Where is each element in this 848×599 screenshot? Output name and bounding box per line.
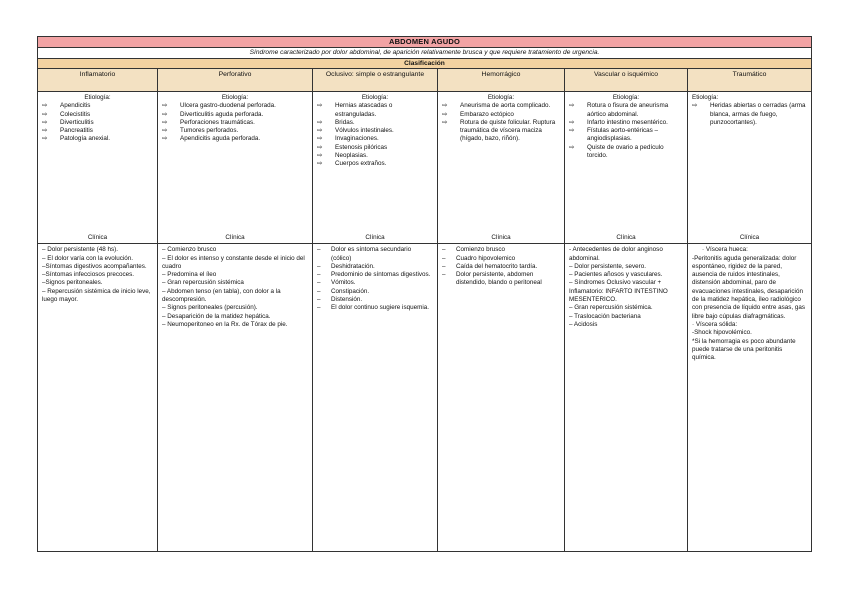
list-item: ⇨ Ulcera gastro-duodenal perforada.	[162, 102, 276, 110]
arrow-icon: ⇨	[692, 102, 698, 110]
list-item: – Constipación.	[317, 287, 370, 295]
clinic-line: – Dolor persistente, severo.	[569, 262, 646, 270]
list-item: ⇨ Neoplasias.	[317, 152, 368, 160]
etiology-cell	[688, 92, 812, 232]
arrow-icon: ⇨	[317, 127, 323, 135]
clinic-cell	[38, 232, 158, 552]
clinic-line: *Si la hemorragia es poco abundante puede tratarse de una peritonitis química.	[692, 337, 796, 362]
arrow-icon: ⇨	[162, 102, 168, 110]
arrow-icon: ⇨	[42, 102, 48, 110]
list-item: ⇨ Vólvulos intestinales.	[317, 127, 394, 135]
list-item: ⇨ Rotura de quiste folicular. Ruptura traumática de víscera maciza (hígado, bazo, riñón).	[442, 118, 556, 143]
arrow-icon: ⇨	[317, 152, 323, 160]
clinic-cell	[313, 232, 438, 552]
list-item: ⇨ Apendicitis aguda perforada.	[162, 135, 261, 143]
column-headers-row	[37, 69, 812, 92]
clinic-line: · Víscera sólida:	[692, 320, 738, 328]
clinic-line: · Víscera hueca:	[702, 246, 748, 254]
clinic-line: – Acidosis	[569, 320, 598, 328]
clinic-line: – Signos peritoneales (percusión).	[162, 304, 258, 312]
arrow-icon: ⇨	[162, 110, 168, 118]
clinic-title: Clínica	[313, 234, 437, 244]
list-item: – El dolor continuo sugiere isquemia.	[317, 304, 430, 312]
clinic-line: – Pacientes añosos y vasculares.	[569, 271, 663, 279]
arrow-icon: ⇨	[569, 127, 575, 135]
list-item: ⇨ Embarazo ectópico	[442, 110, 514, 118]
etiology-cell	[38, 92, 158, 232]
clinic-line: –Síntomas infecciosos precoces.	[42, 271, 135, 279]
arrow-icon: ⇨	[317, 135, 323, 143]
list-item: ⇨ Infarto intestino mesentérico.	[569, 118, 668, 126]
clinic-line: – El dolor varía con la evolución.	[42, 254, 134, 262]
list-item: – Comienzo brusco	[442, 246, 505, 254]
list-item: – Dolor persistente, abdomen distendido, blando o peritoneal	[442, 271, 542, 287]
etiology-title: Etiología:	[221, 94, 249, 101]
arrow-icon: ⇨	[162, 118, 168, 126]
etiology-row	[37, 92, 812, 232]
list-item: ⇨ Tumores perforados.	[162, 127, 239, 135]
clinic-cell	[438, 232, 565, 552]
etiology-title: Etiología:	[487, 94, 515, 101]
etiology-cell	[438, 92, 565, 232]
etiology-title: Etiología:	[612, 94, 640, 101]
clinic-title: Clínica	[38, 234, 157, 244]
clinic-cell	[158, 232, 313, 552]
column-header: Hemorrágico	[438, 69, 565, 92]
clinic-line: – Repercusión sistémica de inicio leve, luego mayor.	[42, 287, 151, 304]
etiology-cell	[158, 92, 313, 232]
clinic-line: – Abdomen tenso (en tabla), con dolor a la descompresión.	[162, 287, 281, 304]
list-item: ⇨ Cuerpos extraños.	[317, 160, 387, 168]
clinic-title: Clínica	[158, 234, 312, 244]
etiology-cell	[565, 92, 688, 232]
list-item: – Cuadro hipovolemico	[442, 254, 516, 262]
classification-header: Clasificación	[37, 59, 812, 69]
clinic-line: – Desaparición de la matidez hepática.	[162, 312, 271, 320]
list-item: ⇨ Hernias atascadas o estranguladas.	[317, 102, 393, 118]
arrow-icon: ⇨	[42, 110, 48, 118]
clinic-line: – Dolor persistente (48 hs).	[42, 246, 118, 254]
arrow-icon: ⇨	[42, 127, 48, 135]
clinic-line: – Predomina el íleo	[162, 271, 217, 279]
column-header: Vascular o isquémico	[565, 69, 688, 92]
list-item: ⇨ Heridas abiertas o cerradas (arma blanca, armas de fuego, punzocortantes).	[692, 102, 806, 126]
etiology-title: Etiología:	[361, 94, 389, 101]
list-item: ⇨ Quiste de ovario a pedículo torcido.	[569, 143, 664, 160]
clinic-line: – Gran repercusión sistémica	[162, 279, 244, 287]
clinic-line: – El dolor es intenso y constante desde el inicio del cuadro	[162, 254, 305, 270]
list-item: ⇨ Diverticulitis aguda perforada.	[162, 110, 264, 118]
arrow-icon: ⇨	[442, 102, 448, 110]
etiology-title: Etiología:	[84, 94, 111, 101]
list-item: ⇨ Estenosis pilóricas	[317, 143, 388, 151]
arrow-icon: ⇨	[317, 160, 323, 168]
arrow-icon: ⇨	[162, 135, 168, 143]
clinic-cell	[688, 232, 812, 552]
clinic-line: -Peritonitis aguda generalizada: dolor espontáneo, rigidez de la pared, ausencia de ruidos intestinales, distensión abdominal, paro de evacuaciones intestinales, desaparición de la matidez hepática, íleo radiológico con presencia de líquido entre asas, gas libre bajo cúpulas diafragmáticas.	[692, 254, 806, 320]
arrow-icon: ⇨	[317, 102, 323, 110]
list-item: ⇨ Diverticulitis	[42, 118, 94, 126]
arrow-icon: ⇨	[569, 102, 575, 110]
column-header: Perforativo	[158, 69, 313, 92]
list-item: ⇨ Perforaciones traumáticas.	[162, 118, 255, 126]
document-subtitle: Síndrome caracterizado por dolor abdominal, de aparición relativamente brusca y que requiere tratamiento de urgencia.	[37, 48, 812, 59]
clinic-line: – Neumoperitoneo en la Rx. de Tórax de pie.	[162, 320, 288, 328]
list-item: ⇨ Rotura o fisura de aneurisma aórtico abdominal.	[569, 102, 669, 118]
list-item: – Predominio de síntomas digestivos.	[317, 271, 431, 279]
list-item: – Vómitos.	[317, 279, 356, 287]
clinic-cell	[565, 232, 688, 552]
arrow-icon: ⇨	[569, 143, 575, 151]
column-header: Inflamatorio	[38, 69, 158, 92]
list-item: ⇨ Colecistitis	[42, 110, 91, 118]
arrow-icon: ⇨	[317, 118, 323, 126]
list-item: – Distensión.	[317, 296, 363, 304]
clinic-title: Clínica	[565, 234, 687, 244]
arrow-icon: ⇨	[317, 143, 323, 151]
document-title: ABDOMEN AGUDO	[37, 36, 812, 48]
column-header: Traumático	[688, 69, 812, 92]
list-item: ⇨ Pancreatitis	[42, 127, 93, 135]
list-item: – Caída del hematocrito tardía.	[442, 262, 538, 270]
clinic-title: Clínica	[438, 234, 564, 244]
column-header: Oclusivo: simple o estrangulante	[313, 69, 438, 92]
clinic-line: –Síntomas digestivos acompañantes.	[42, 262, 147, 270]
list-item: ⇨ Bridas.	[317, 118, 355, 126]
clinic-line: – Síndromes Oclusivo vascular + Inflamatorio: INFARTO INTESTINO MESENTERICO.	[569, 279, 668, 304]
arrow-icon: ⇨	[162, 127, 168, 135]
list-item: ⇨ Apendicitis	[42, 102, 91, 110]
document-table	[37, 36, 812, 552]
arrow-icon: ⇨	[569, 118, 575, 126]
list-item: ⇨ Patología anexial.	[42, 135, 111, 143]
list-item: – Deshidratación.	[317, 262, 375, 270]
clinic-row	[37, 232, 812, 552]
clinic-line: –Signos peritoneales.	[42, 279, 103, 287]
clinic-line: - Antecedentes de dolor anginoso abdominal.	[569, 246, 663, 262]
arrow-icon: ⇨	[442, 110, 448, 118]
list-item: ⇨ Aneurisma de aorta complicado.	[442, 102, 551, 110]
list-item: ⇨ Fístulas aorto-entéricas – angiodisplasias.	[569, 127, 659, 143]
list-item: ⇨ Invaginaciones.	[317, 135, 379, 143]
clinic-line: – Gran repercusión sistémica.	[569, 304, 653, 312]
arrow-icon: ⇨	[442, 118, 448, 126]
clinic-line: -Shock hipovolémico.	[692, 329, 752, 337]
list-item: – Dolor es síntoma secundario (cólico)	[317, 246, 412, 262]
clinic-line: – Comienzo brusco	[162, 246, 217, 254]
arrow-icon: ⇨	[42, 118, 48, 126]
etiology-cell	[313, 92, 438, 232]
etiology-title: Etiología:	[692, 94, 719, 101]
clinic-line: – Traslocación bacteriana	[569, 312, 641, 320]
clinic-title: Clínica	[688, 234, 811, 244]
arrow-icon: ⇨	[42, 135, 48, 143]
